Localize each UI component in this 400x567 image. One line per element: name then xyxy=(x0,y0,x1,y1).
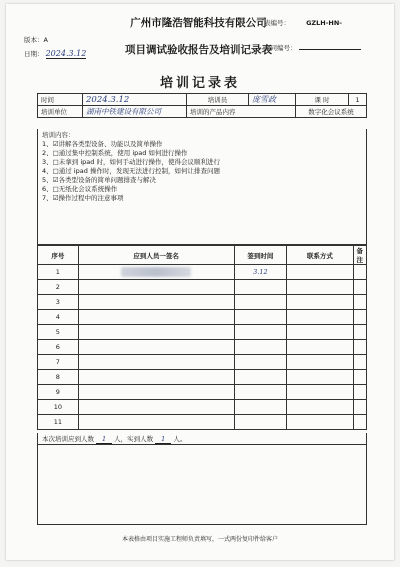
table-row xyxy=(38,295,367,310)
col-header-signature: 应到人员一签名 xyxy=(78,246,234,265)
remark-cell xyxy=(353,265,367,280)
table-row xyxy=(38,265,367,280)
training-item-7: 7、☑操作过程中的注意事项 xyxy=(42,194,124,202)
remark-cell xyxy=(353,370,367,385)
col-header-time: 签到时间 xyxy=(234,246,287,265)
training-content-label: 培训内容： xyxy=(42,131,75,139)
summary-middle: 人，实到人数 xyxy=(114,435,154,443)
table-row xyxy=(38,325,367,340)
date-label: 日期： xyxy=(24,50,44,58)
table-row xyxy=(38,400,367,415)
signin-time xyxy=(234,355,287,370)
form-number-value: GZLH-HN- xyxy=(306,19,342,27)
table-row xyxy=(38,310,367,325)
training-item-5: 5、☑各类型设备的简单问题排查与解决 xyxy=(42,176,156,184)
date-value: 2024.3.12 xyxy=(45,49,87,58)
table-row xyxy=(38,340,367,355)
info-row-2 xyxy=(38,106,367,118)
signin-table xyxy=(37,245,367,430)
signature-cell xyxy=(78,370,234,385)
row-no: 11 xyxy=(38,415,79,430)
row-no: 10 xyxy=(38,400,79,415)
remark-cell xyxy=(353,340,367,355)
trainer-value: 庞雪政 xyxy=(249,94,296,106)
signin-time xyxy=(234,415,287,430)
training-info-table xyxy=(37,93,367,118)
footnote: 本表格由项目实施工程师负责填写，一式两份复印件给客户 xyxy=(121,536,278,543)
row-no: 6 xyxy=(38,340,79,355)
form-number-label: 表编号： xyxy=(264,19,290,27)
row-no: 3 xyxy=(38,295,79,310)
signature-cell xyxy=(78,325,234,340)
trainer-label: 培训员 xyxy=(187,94,249,106)
info-row-1 xyxy=(38,94,367,106)
summary-prefix: 本次培训应到人数 xyxy=(42,435,94,443)
row-no: 4 xyxy=(38,310,79,325)
row-no: 5 xyxy=(38,325,79,340)
training-item-3: 3、□未拿到 ipad 时，如何手动进行操作，使得会议顺利进行 xyxy=(42,158,220,166)
contact-cell xyxy=(287,370,353,385)
due-count: 1 xyxy=(96,435,112,444)
remark-cell xyxy=(353,385,367,400)
time-label: 时间 xyxy=(38,94,83,106)
summary-suffix: 人。 xyxy=(173,435,187,443)
contact-cell xyxy=(287,415,353,430)
table-row xyxy=(38,370,367,385)
signin-time xyxy=(234,310,287,325)
remark-cell xyxy=(353,295,367,310)
contact-cell xyxy=(287,295,353,310)
unit-value: 湖南中铁建设有限公司 xyxy=(83,106,187,118)
row-no: 2 xyxy=(38,280,79,295)
redacted-signature xyxy=(121,267,191,277)
signin-time xyxy=(234,385,287,400)
contact-cell xyxy=(287,280,353,295)
document-sheet xyxy=(6,4,394,560)
contact-cell xyxy=(287,385,353,400)
signature-cell xyxy=(78,415,234,430)
remark-cell xyxy=(353,310,367,325)
col-header-contact: 联系方式 xyxy=(287,246,353,265)
document-title: 项目调试验收报告及培训记录表 xyxy=(125,44,272,56)
remark-cell xyxy=(353,355,367,370)
contact-cell xyxy=(287,355,353,370)
training-item-2: 2、□通过集中控制系统，使用 ipad 如何进行操作 xyxy=(42,149,188,157)
remark-cell xyxy=(353,400,367,415)
signature-cell xyxy=(78,310,234,325)
version-label: 版本：A xyxy=(24,36,48,44)
contact-cell xyxy=(287,340,353,355)
row-no: 9 xyxy=(38,385,79,400)
product-label: 培训的产品内容 xyxy=(187,106,296,118)
table-row xyxy=(38,355,367,370)
signin-time: 3.12 xyxy=(234,265,287,280)
signin-time xyxy=(234,295,287,310)
signature-cell xyxy=(78,385,234,400)
report-title: 培训记录表 xyxy=(159,76,240,91)
signature-cell xyxy=(78,355,234,370)
contract-number-label: 合同编号： xyxy=(264,44,297,52)
remark-cell xyxy=(353,415,367,430)
time-value: 2024.3.12 xyxy=(83,94,187,106)
signin-time xyxy=(234,280,287,295)
signature-cell xyxy=(78,340,234,355)
table-row xyxy=(38,385,367,400)
contact-cell xyxy=(287,400,353,415)
signin-header-row xyxy=(38,246,367,265)
company-name: 广州市隆浩智能科技有限公司 xyxy=(130,17,267,29)
table-row xyxy=(38,280,367,295)
signin-time xyxy=(234,340,287,355)
row-no: 7 xyxy=(38,355,79,370)
contact-cell xyxy=(287,310,353,325)
contact-cell xyxy=(287,265,353,280)
signin-time xyxy=(234,325,287,340)
training-item-1: 1、☑讲解各类型设备、功能以及简单操作 xyxy=(42,140,163,148)
remark-cell xyxy=(353,280,367,295)
training-item-4: 4、□通过 ipad 操作时，发现无法进行控制，如何让排查问题 xyxy=(42,167,220,175)
hours-label: 课 时 xyxy=(296,94,349,106)
table-row xyxy=(38,415,367,430)
signature-cell xyxy=(78,295,234,310)
remark-cell xyxy=(353,325,367,340)
attendance-summary xyxy=(37,433,367,445)
product-value: 数字化会议系统 xyxy=(296,106,367,118)
remarks-area xyxy=(37,445,367,525)
row-no: 1 xyxy=(38,265,79,280)
row-no: 8 xyxy=(38,370,79,385)
signin-time xyxy=(234,400,287,415)
training-item-6: 6、□无纸化会议系统操作 xyxy=(42,185,118,193)
hours-value: 1 xyxy=(349,94,367,106)
actual-count: 1 xyxy=(155,435,171,444)
contact-cell xyxy=(287,325,353,340)
form-number xyxy=(264,18,342,27)
col-header-no: 序号 xyxy=(38,246,79,265)
signature-cell xyxy=(78,400,234,415)
col-header-remark: 备注 xyxy=(353,246,367,265)
unit-label: 培训单位 xyxy=(38,106,83,118)
signature-cell xyxy=(78,265,234,280)
signature-cell xyxy=(78,280,234,295)
training-content xyxy=(37,129,367,245)
signin-time xyxy=(234,370,287,385)
